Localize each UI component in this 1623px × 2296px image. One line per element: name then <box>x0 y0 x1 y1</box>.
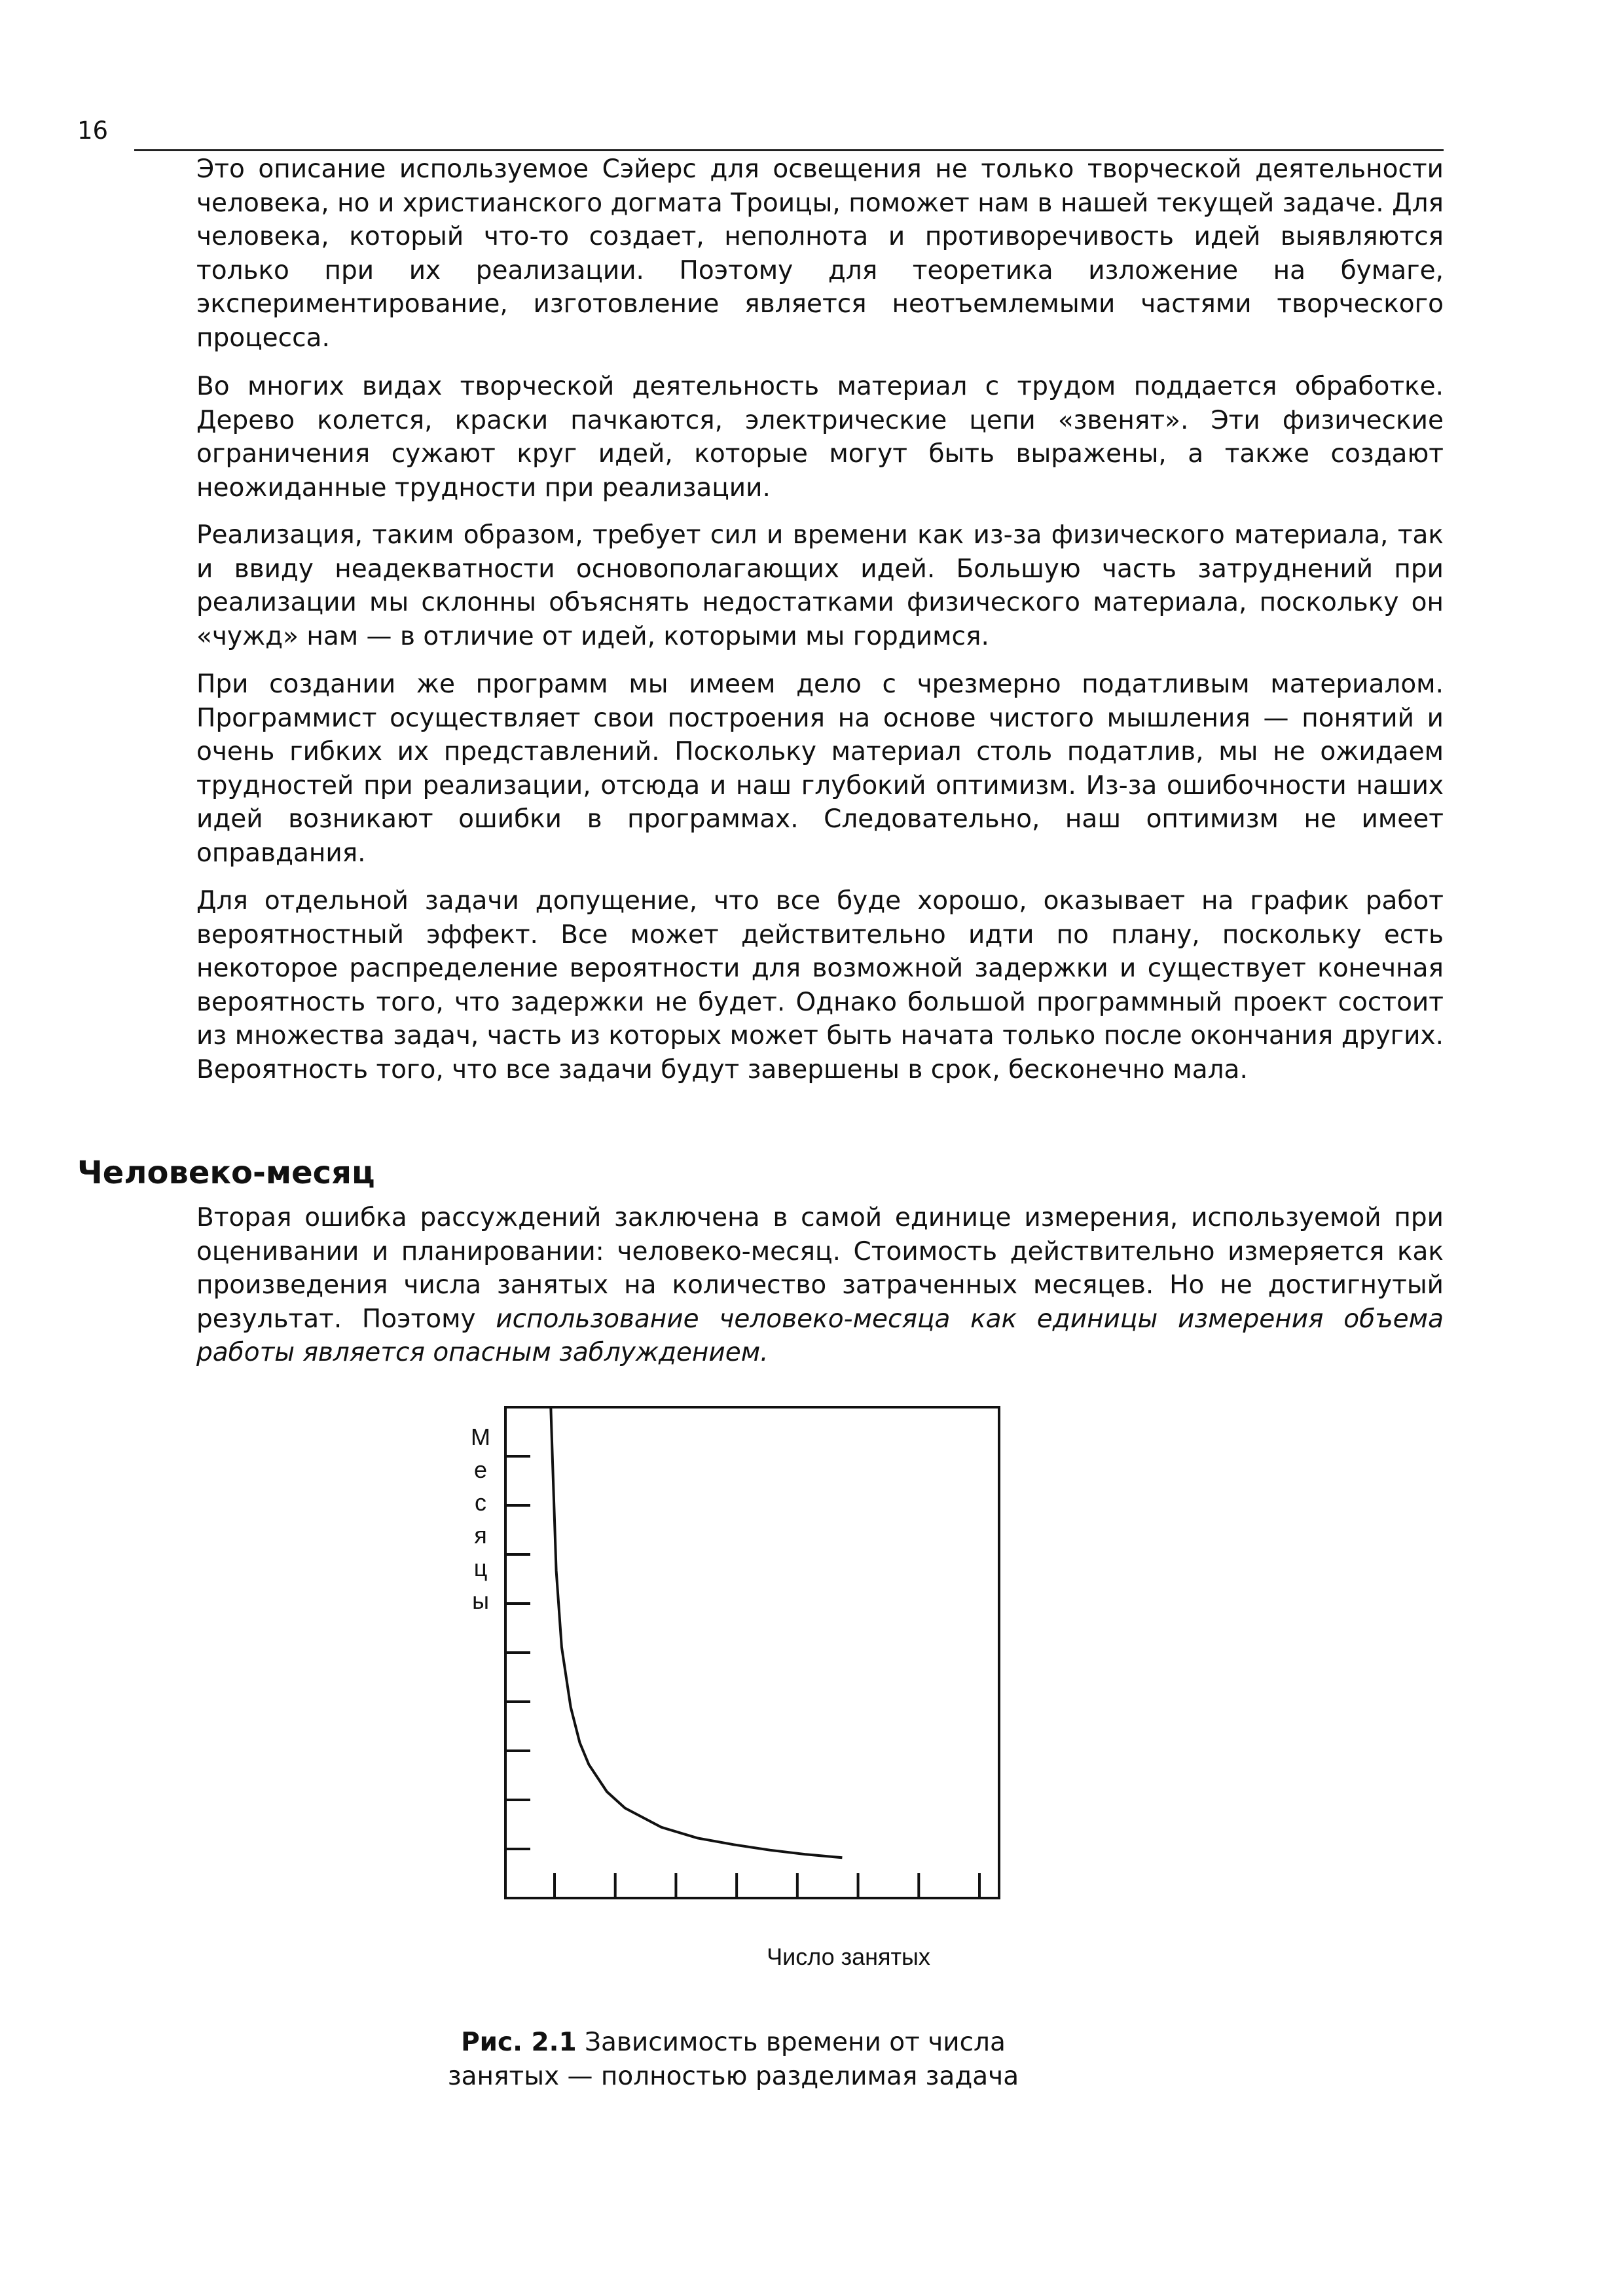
caption-label: Рис. 2.1 <box>461 2028 577 2057</box>
series-line <box>551 1407 842 1857</box>
paragraph-6-plain: Вторая ошибка рассуждений заключена в самой единице измерения, используемой при оценивании и планировании: человеко-месяц. Стоимость действительно измеряется как произведения числа занятых на количество затраченных месяцев. Но не достигнутый результат. Поэтому <box>196 1203 1444 1334</box>
paragraph-4: При создании же программ мы имеем дело с чрезмерно податливым материалом. Программист осуществляет свои построения на основе чистого мышления — понятий и очень гибких их представлений. Поскольку материал столь податлив, мы не ожидаем трудностей при реализации, отсюда и наш глубокий оптимизм. Из-за ошибочности наших идей возникают ошибки в программах. Следовательно, наш оптимизм не имеет оправдания. <box>196 670 1444 868</box>
x-axis-ticks <box>555 1873 979 1898</box>
caption-text-line1: Зависимость времени от числа <box>576 2028 1006 2057</box>
y-axis-ticks <box>505 1456 530 1849</box>
page-number: 16 <box>77 117 109 145</box>
section-heading: Человеко-месяц <box>77 1155 375 1191</box>
paragraph-5: Для отдельной задачи допущение, что все буде хорошо, оказывает на график работ вероятностный эффект. Все может действительно идти по плану, поскольку есть некоторое распределение вероятности для возможной задержки и существует конечная вероятность того, что задержки не будет. Однако большой программный проект состоит из множества задач, часть из которых может быть начата только после окончания других. Вероятность того, что все задачи будут завершены в срок, бесконечно мала. <box>196 886 1444 1085</box>
paragraph-6-italic: использование человеко-месяца как единицы измерения объема работы является опасным заблуждением. <box>196 1304 1444 1367</box>
y-axis-label-letter: ц <box>473 1554 488 1581</box>
y-axis-label-letter: М <box>471 1424 490 1450</box>
chart-svg <box>452 1394 1041 1977</box>
x-axis-label: Число занятых <box>767 1943 930 1970</box>
chart-frame <box>505 1407 999 1898</box>
paragraph-3: Реализация, таким образом, требует сил и времени как из-за физического материала, так и ввиду неадекватности основополагающих идей. Большую часть затруднений при реализации мы склонны объяснять недостатками физического материала, поскольку он «чужд» нам — в отличие от идей, которыми мы гордимся. <box>196 520 1444 651</box>
paragraph-2: Во многих видах творческой деятельность материал с трудом поддается обработке. Дерево колется, краски пачкаются, электрические цепи «звенят». Эти физические ограничения сужают круг идей, которые могут быть выражены, а также создают неожиданные трудности при реализации. <box>196 372 1444 503</box>
caption-text-line2: занятых — полностью разделимая задача <box>447 2062 1019 2091</box>
figure-chart <box>452 1394 1041 1977</box>
paragraph-6 <box>196 1201 1444 1370</box>
header-rule <box>134 149 1444 151</box>
paragraph-1: Это описание используемое Сэйерс для освещения не только творческой деятельности человека, но и христианского догмата Троицы, поможет нам в нашей текущей задаче. Для человека, который что-то создает, неполнота и противоречивость идей выявляются только при их реализации. Поэтому для теоретика изложение на бумаге, экспериментирование, изготовление является неотъемлемыми частями творческого процесса. <box>196 154 1444 353</box>
y-axis-label <box>471 1424 490 1614</box>
y-axis-label-letter: с <box>475 1489 486 1516</box>
y-axis-label-letter: ы <box>472 1587 489 1614</box>
figure-caption <box>393 2026 1074 2094</box>
y-axis-label-letter: я <box>474 1522 487 1549</box>
y-axis-label-letter: е <box>473 1456 488 1483</box>
